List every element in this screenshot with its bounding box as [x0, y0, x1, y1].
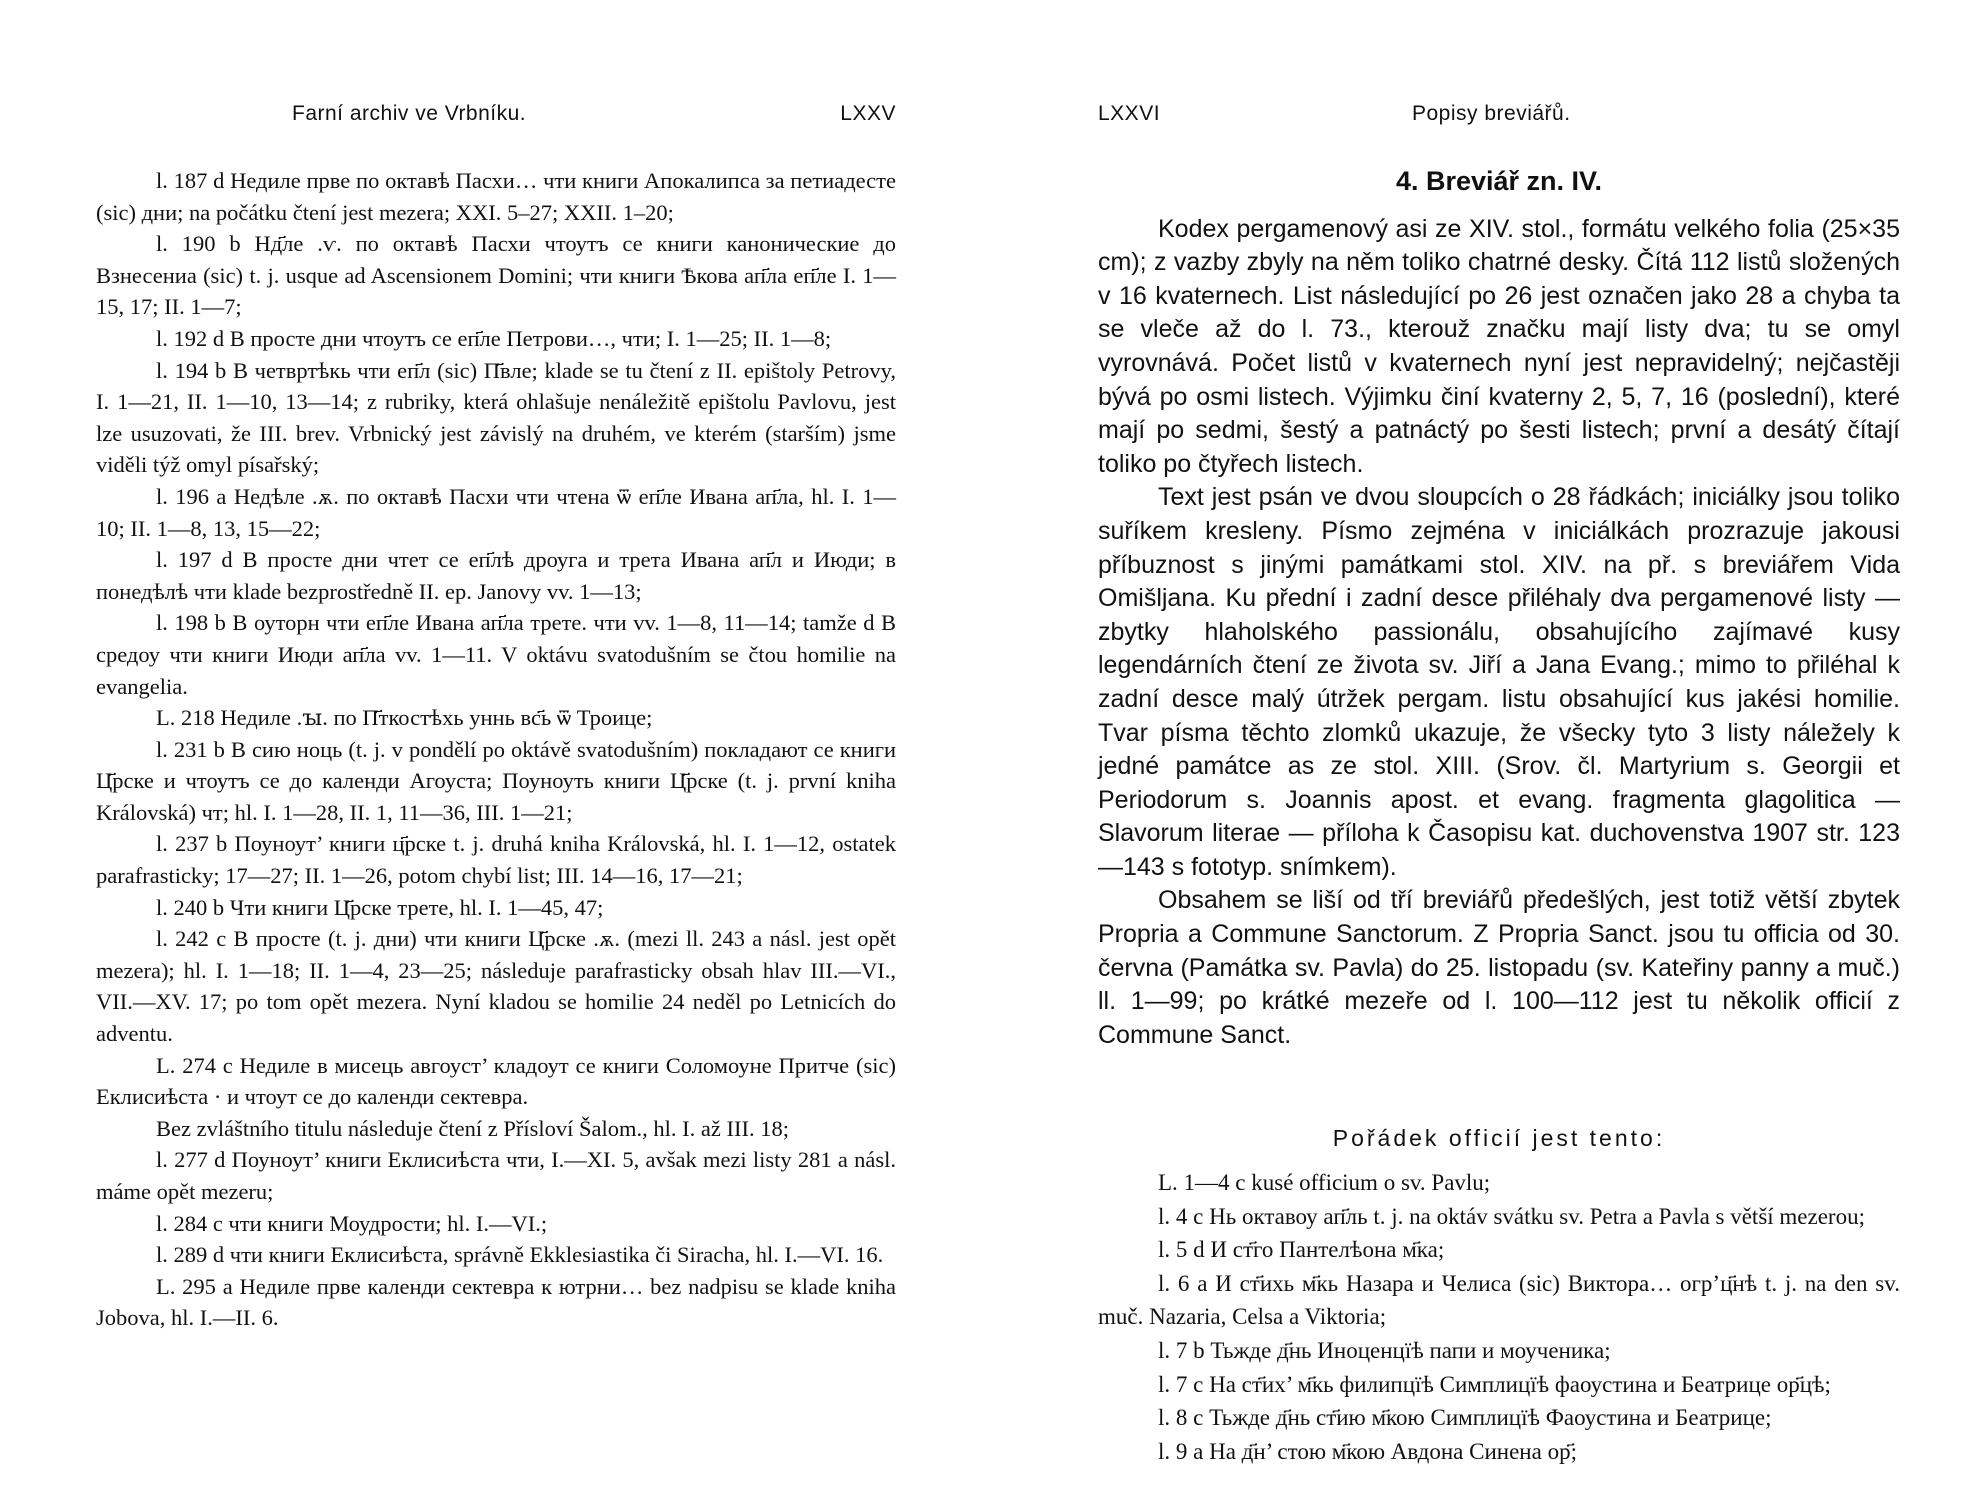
folio-entry: l. 289 d чти книги Еклисиѣста, správně Ekklesiastika či Siracha, hl. I.—VI. 16.: [156, 1242, 884, 1268]
right-running-head: [1098, 102, 1900, 132]
folio-entry: l. 5 d И ст҃го Пантелѣона м҃ка;: [1158, 1237, 1445, 1263]
folio-entry: l. 9 a На д҃н’ стою м҃кою Авдона Синена ор҃;: [1158, 1438, 1577, 1464]
folio-entry: L. 1—4 c kusé officium o sv. Pavlu;: [1158, 1170, 1491, 1196]
folio-entry: Bez zvláštního titulu následuje čtení z Přísloví Šalom., hl. I. až III. 18;: [156, 1115, 789, 1141]
officia-list: [1098, 1166, 1900, 1468]
folio-entry: l. 237 b Поуноут’ книги ц҃рске t. j. druhá kniha Královská, hl. I. 1—12, ostatek parafrasticky; 17—27; II. 1—26, potom chybí list; III. 14—16, 17—21;: [96, 831, 896, 889]
folio-entry: l. 242 c В просте (t. j. дни) чти книги Ц҃рске .ѫ. (mezi ll. 243 a násl. jest opět mezera); hl. I. 1—18; II. 1—4, 23—25; následuje parafrasticky obsah hlav III.—VI., VII.—XV. 17; po tom opět mezera. Nyní kladou se homilie 24 neděl po Letnicích do adventu.: [96, 926, 896, 1047]
running-head-title: Farní archiv ve Vrbníku.: [292, 102, 527, 125]
folio-entry: l. 198 b В оуторн чти еп҃ле Ивана ап҃ла трете. чти vv. 1—8, 11—14; tamže d В средоу чти книги Июди ап҃ла vv. 1—11. V oktávu svatodušním se čtou homilie na evangelia.: [96, 610, 896, 699]
body-paragraph: Kodex pergamenový asi ze XIV. stol., formátu velkého folia (25×35 cm); z vazby zbyly na něm toliko chatrné desky. Čítá 112 listů složených v 16 kvaternech. List následující po 26 jest označen jako 28 a chyba ta se vleče až do l. 73., kterouž značku mají listy dva; tu se omyl vyrovnává. Počet listů v kvaternech nyní jest nepravidelný; nejčastěji bývá po osmi listech. Výjimku činí kvaterny 2, 5, 7, 16 (poslední), které mají po sedmi, šestý a patnáctý po šesti listech; první a desátý čítají toliko po čtyřech listech.: [1098, 214, 1900, 478]
running-head-title: Popisy breviářů.: [1412, 102, 1571, 125]
folio-entry: L. 218 Недиле .ꙑ. по П҃ткостѣхь уннь вс҃ь ѿ Троице;: [156, 705, 653, 731]
folio-entry: l. 240 b Чти книги Ц҃рске трете, hl. I. 1—45, 47;: [156, 894, 604, 920]
folio-entry: l. 8 c Тьжде д҃нь ст҃ию м҃кою Симплицїѣ Фаоустина и Беатрице;: [1158, 1405, 1772, 1431]
folio-entry: l. 187 d Недиле прве по октавѣ Пасхи… чти книги Апокалипса за петиадесте (sic) дни; na počátku čtení jest mezera; XXI. 5–27; XXII. 1–20;: [96, 168, 896, 225]
folio-entry: l. 190 b Нд҃ле .ѵ. по октавѣ Пасхи чтоутъ се книги канонические до Взнесениа (sic) t. j. usque ad Ascensionem Domini; чти книги Ѣкова ап҃ла еп҃ле I. 1—15, 17; II. 1—7;: [96, 231, 896, 320]
page-number: LXXVI: [1098, 102, 1161, 125]
folio-entry: l. 7 c На ст҃их’ м҃кь филипцїѣ Симплицїѣ фаоустина и Беатрице ор҃цѣ;: [1158, 1371, 1831, 1397]
folio-entry: L. 295 a Недиле прве календи сектевра к ютрни… bez nadpisu se klade kniha Jobova, hl. I.—II. 6.: [96, 1273, 896, 1331]
body-paragraph: Obsahem se liší od tří breviářů předešlých, jest totiž větší zbytek Propria a Commune Sanctorum. Z Propria Sanct. jsou tu officia od 30. června (Památka sv. Pavla) do 25. listopadu (sv. Kateřiny panny a muč.) ll. 1—99; po krátké mezeře od l. 100—112 jest tu několik officií z Commune Sanct.: [1098, 886, 1900, 1049]
folio-entry: l. 196 a Недѣле .ѫ. по октавѣ Пасхи чти чтена ѿ еп҃ле Ивана ап҃ла, hl. I. 1—10; II. 1—8, 13, 15—22;: [96, 483, 896, 541]
folio-entry: l. 6 a И ст҃ихь м҃кь Назара и Челиса (sic) Виктора… огр’ц҃нѣ t. j. na den sv. muč. Nazaria, Celsa a Viktoria;: [1098, 1270, 1900, 1330]
folio-entry: l. 231 b В сию ноць (t. j. v pondělí po oktávě svatodušním) покладают се книги Ц҃рске и чтоутъ се до календи Агоуста; Поуноуть книги Ц҃рске (t. j. první kniha Královská) чт; hl. I. 1—28, II. 1, 11—36, III. 1—21;: [96, 736, 896, 825]
folio-entry: l. 284 c чти книги Моудрости; hl. I.—VI.;: [156, 1210, 548, 1236]
folio-entry: l. 277 d Поуноут’ книги Еклисиѣста чти, I.—XI. 5, avšak mezi listy 281 a násl. máme opět mezeru;: [96, 1147, 896, 1204]
folio-entry: l. 7 b Тьжде д҃нь Иноценцїѣ папи и моученика;: [1158, 1338, 1611, 1363]
folio-entry: l. 192 d В просте дни чтоутъ се еп҃ле Петрови…, чти; I. 1—25; II. 1—8;: [156, 325, 832, 351]
left-running-head: [96, 102, 896, 132]
section-title: 4. Breviář zn. IV.: [1395, 166, 1603, 196]
folio-entry: l. 4 c Нь октавоу ап҃ль t. j. na oktáv svátku sv. Petra a Pavla s větší mezerou;: [1158, 1203, 1865, 1229]
body-paragraph: Text jest psán ve dvou sloupcích o 28 řádkách; iniciálky jsou toliko suříkem kresleny. Písmo zejména v iniciálkách prozrazuje jakousi příbuznost s jinými památkami stol. XIV. na př. s breviářem Vida Omišljana. Ku přední i zadní desce přiléhaly dva pergamenové listy — zbytky hlaholského passionálu, obsahujícího zajímavé kusy legendárních čtení ze života sv. Jiří a Jana Evang.; mimo to přiléhal k zadní desce malý útržek pergam. listu obsahující kus jakési homilie. Tvar písma těchto zlomků ukazuje, že všecky tyto 3 listy náležely k jedné památce as ze stol. XIII. (Srov. čl. Martyrium s. Georgii et Periodorum s. Joannis apost. et evang. fragmenta glagolitica — Slavorum literae — příloha k Časopisu kat. duchovenstva 1907 str. 123—143 s fototyp. snímkem).: [1098, 483, 1900, 881]
section-subheading: Pořádek officií jest tento:: [1332, 1125, 1666, 1152]
left-page-text: [96, 165, 896, 1334]
right-page-text: [1098, 165, 1900, 1468]
folio-entry: l. 194 b В четвртѣкь чти еп҃л (sic) П҃вле; klade se tu čtení z II. epištoly Petrovy, I. 1—21, II. 1—10, 13—14; z rubriky, která ohlašuje nenáležitě epištolu Pavlovu, jest lze usuzovati, že III. brev. Vrbnický jest závislý na druhém, ve kterém (starším) jsme viděli týž omyl písařský;: [96, 357, 896, 478]
folio-entry: l. 197 d В просте дни чтет се еп҃лѣ дроуга и трета Ивана ап҃л и Июди; в понедѣлѣ чти klade bezprostředně II. ep. Janovy vv. 1—13;: [96, 547, 896, 604]
folio-entry: L. 274 c Недиле в мисець авгоуст’ кладоут се книги Соломоуне Притче (sic) Еклисиѣста · и чтоут се до календи сектевра.: [96, 1052, 896, 1110]
page-number: LXXV: [840, 102, 896, 125]
